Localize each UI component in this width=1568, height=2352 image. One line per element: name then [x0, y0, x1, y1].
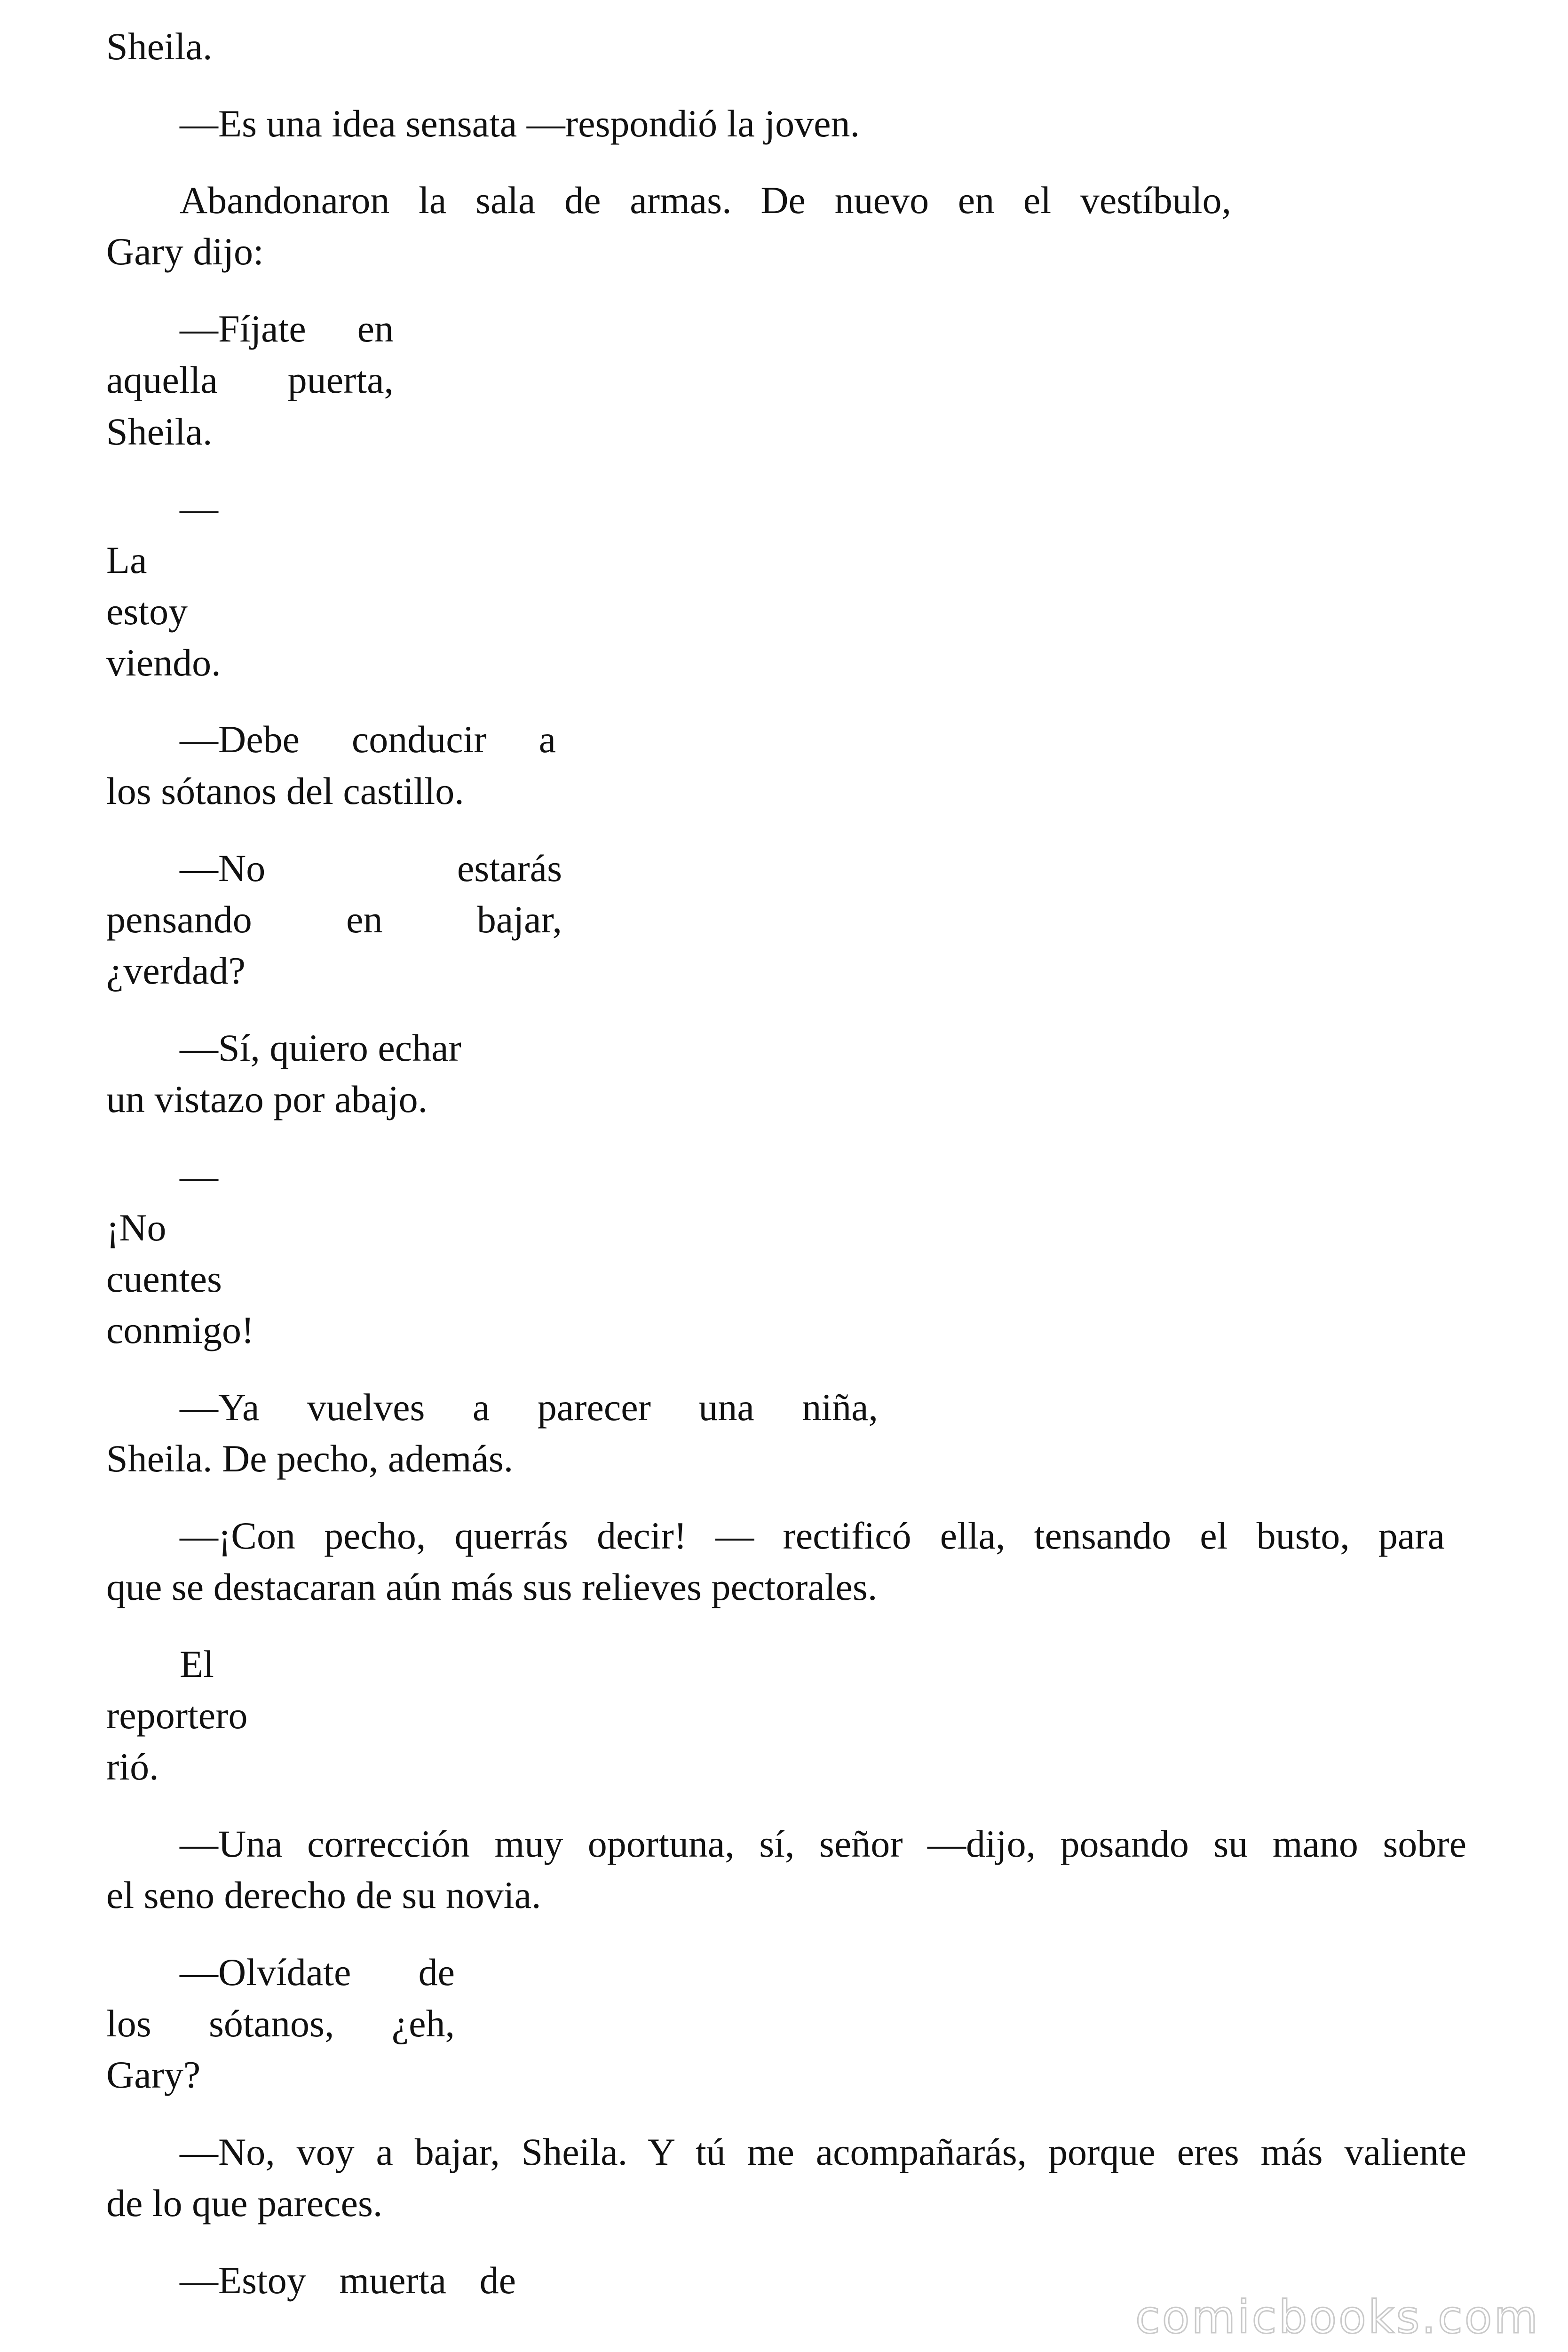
- text-line: —: [180, 487, 218, 530]
- text-line: los sótanos del castillo.: [106, 770, 464, 812]
- text-line: que se destacaran aún más sus relieves pectorales.: [106, 1565, 878, 1608]
- text-line: —Olvídate de: [180, 1951, 455, 1994]
- text-line: estoy: [106, 590, 188, 633]
- text-line: —Sí, quiero echar: [180, 1026, 461, 1069]
- text-line: un vistazo por abajo.: [106, 1078, 428, 1120]
- text-line: —Estoy muerta de: [180, 2259, 516, 2302]
- text-line: rió.: [106, 1745, 159, 1788]
- text-line: —No estarás: [180, 847, 562, 890]
- text-line: Abandonaron la sala de armas. De nuevo en el vestíbulo,: [180, 179, 1231, 222]
- text-line: —No, voy a bajar, Sheila. Y tú me acompañarás, porque eres más valiente: [180, 2130, 1466, 2173]
- text-line: conmigo!: [106, 1309, 254, 1351]
- text-line: ¡No: [106, 1206, 166, 1249]
- text-line: —¡Con pecho, querrás decir! — rectificó ella, tensando el busto, para: [180, 1514, 1445, 1557]
- text-line: reportero: [106, 1694, 248, 1737]
- text-line: La: [106, 539, 147, 581]
- text-line: aquella puerta,: [106, 358, 394, 401]
- text-line: —Debe conducir a: [180, 718, 556, 761]
- text-line: —: [180, 1155, 218, 1198]
- text-line: El: [180, 1643, 214, 1685]
- text-line: Sheila.: [106, 25, 213, 68]
- text-line: de lo que pareces.: [106, 2182, 383, 2225]
- text-line: Gary dijo:: [106, 230, 264, 273]
- text-line: Sheila.: [106, 410, 213, 453]
- text-line: —Una corrección muy oportuna, sí, señor —dijo, posando su mano sobre: [180, 1822, 1466, 1865]
- text-line: cuentes: [106, 1257, 222, 1300]
- watermark: comicbooks.com: [1135, 2291, 1540, 2344]
- text-line: pensando en bajar,: [106, 898, 562, 941]
- text-line: ¿verdad?: [106, 949, 245, 992]
- text-line: —Fíjate en: [180, 307, 394, 350]
- text-line: —Es una idea sensata —respondió la joven.: [180, 102, 860, 145]
- text-line: los sótanos, ¿eh,: [106, 2002, 455, 2045]
- text-line: el seno derecho de su novia.: [106, 1874, 541, 1916]
- text-line: viendo.: [106, 641, 221, 684]
- text-line: —Ya vuelves a parecer una niña,: [180, 1386, 878, 1429]
- text-line: Gary?: [106, 2053, 201, 2096]
- text-line: Sheila. De pecho, además.: [106, 1437, 514, 1480]
